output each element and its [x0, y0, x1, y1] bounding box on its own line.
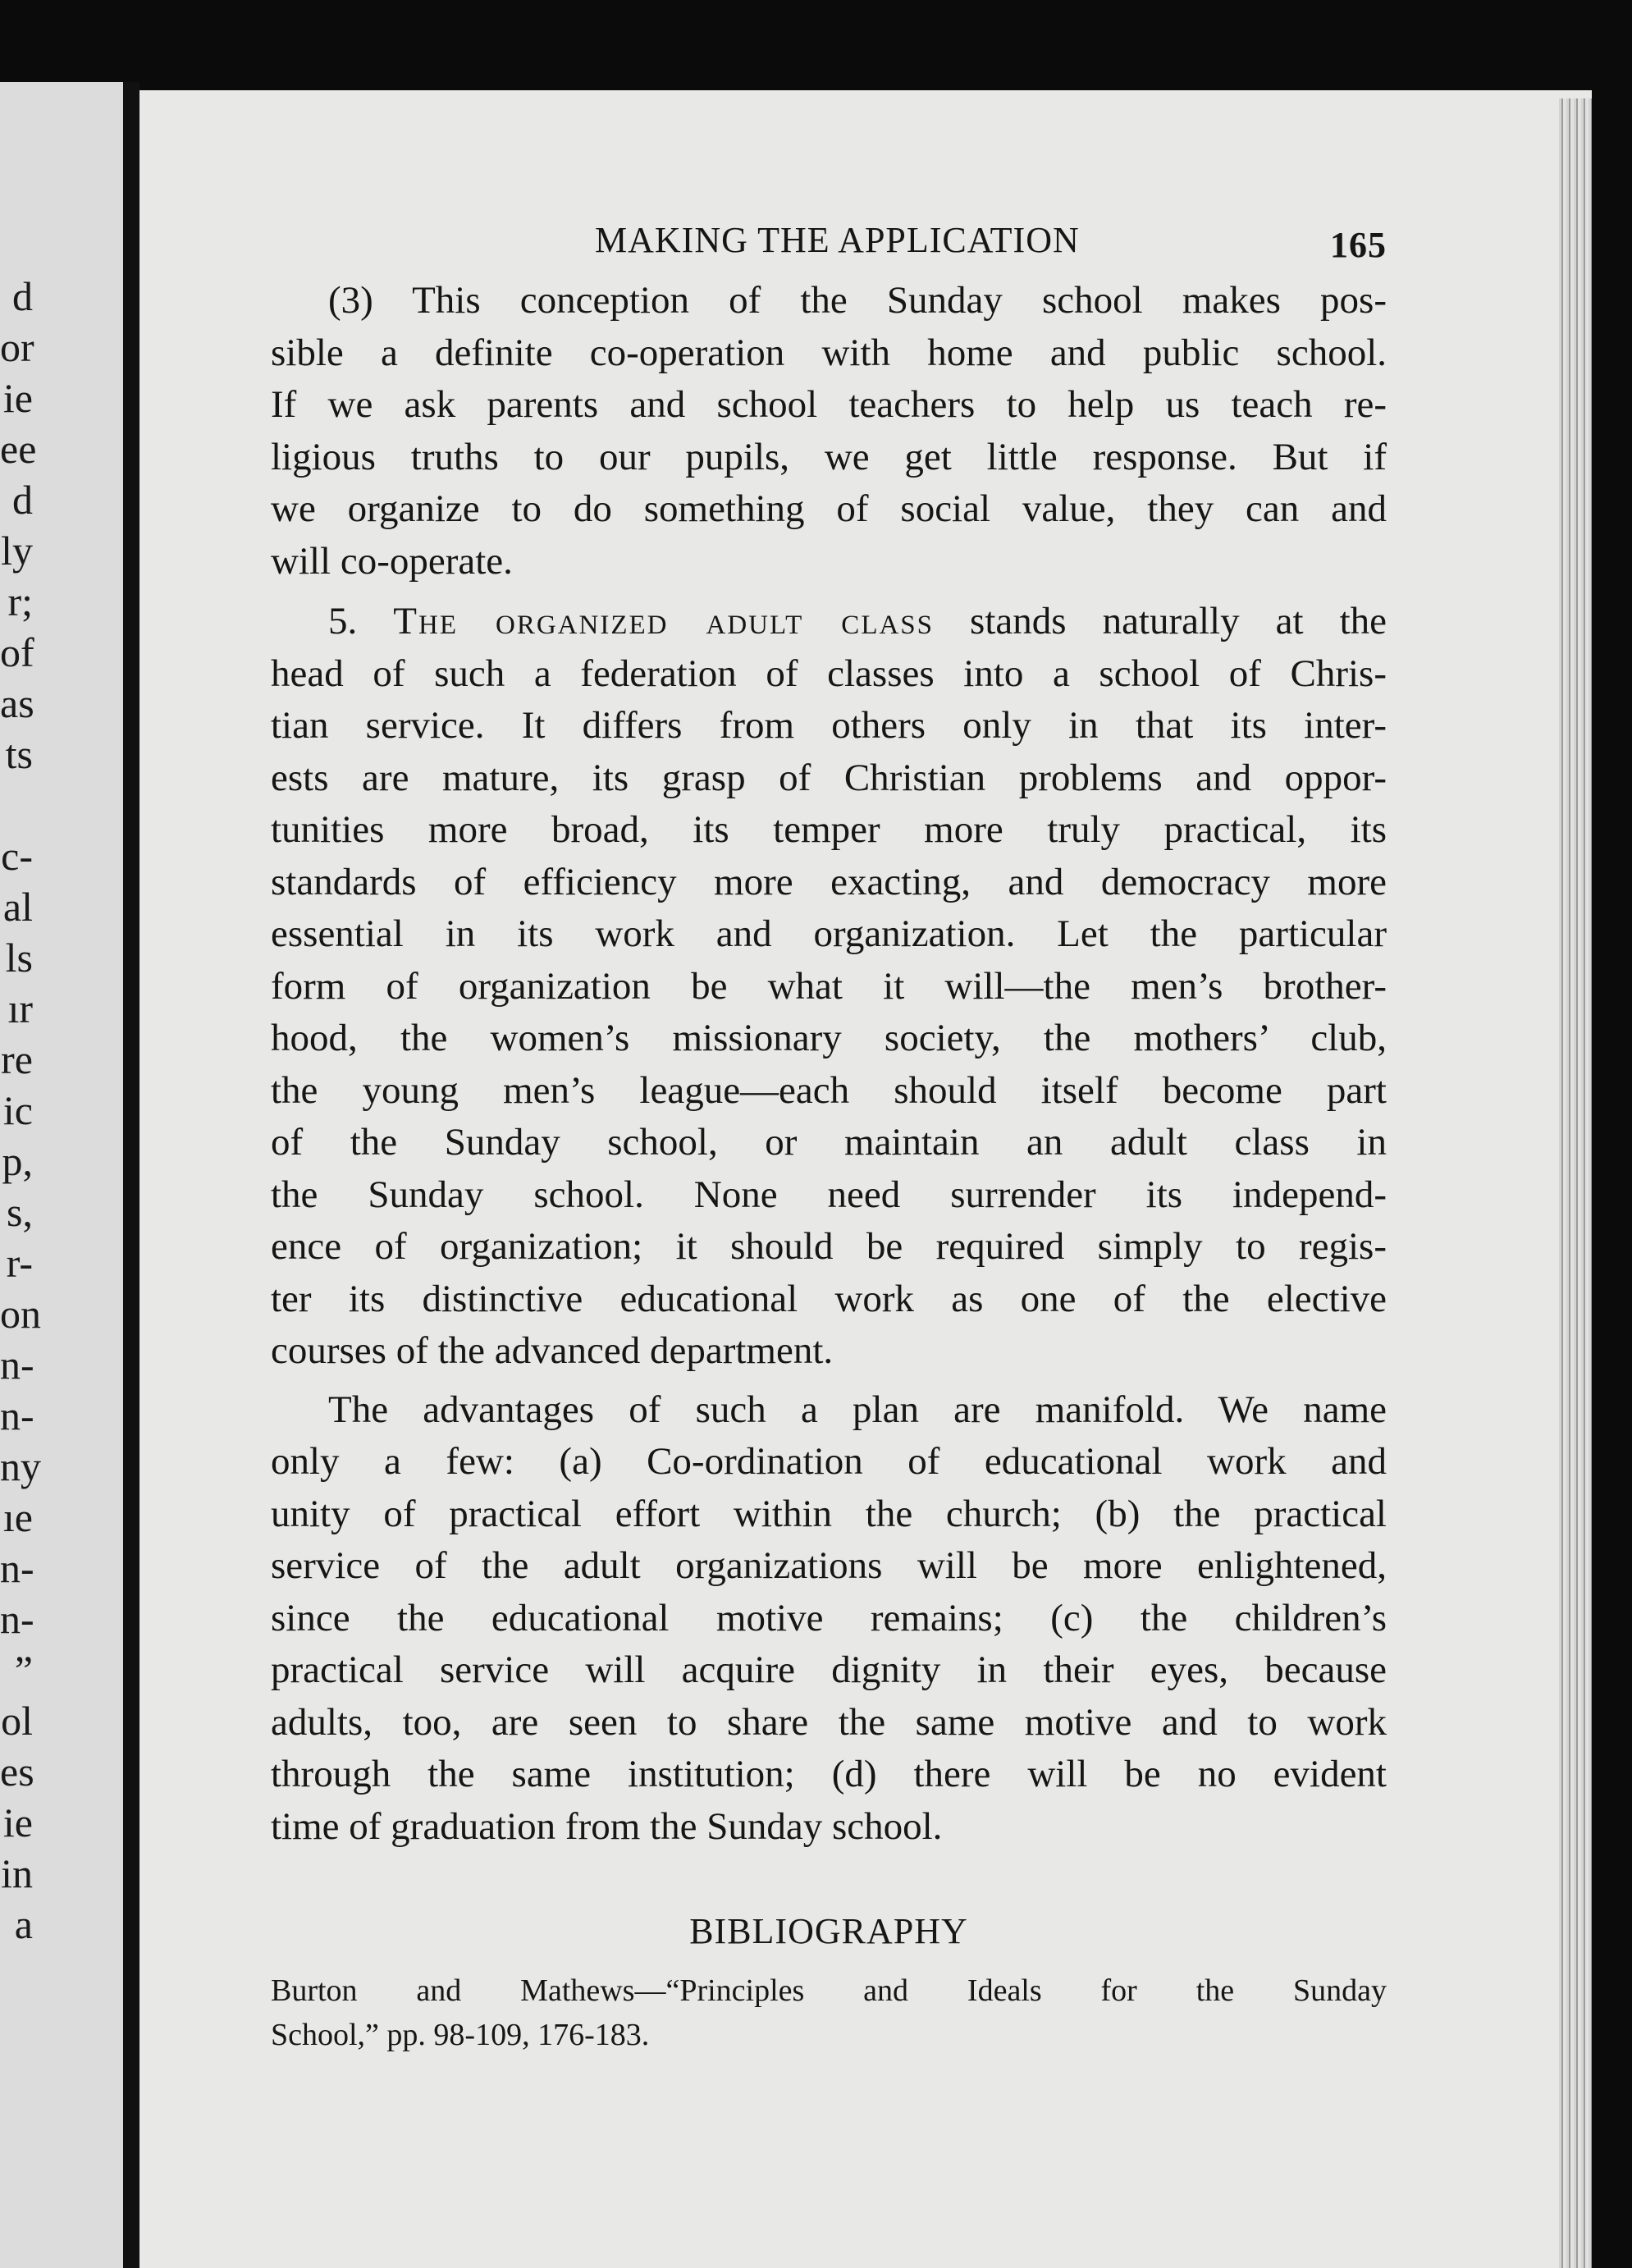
adjacent-page-fragment: ts [5, 731, 33, 777]
paragraph-line: hood, the women’s missionary society, the mothers’ club, [271, 1017, 1387, 1059]
section-number: 5. [328, 600, 358, 642]
paragraph-body [271, 648, 1387, 1378]
paragraph-line: sible a definite co-operation with home and public school. [271, 331, 1387, 374]
adjacent-page-text-fragments [0, 271, 41, 1950]
adjacent-page-fragment: in [1, 1850, 33, 1896]
paragraph-line: ter its distinctive educational work as one of the elective [271, 1277, 1387, 1320]
adjacent-page-fragment: a [14, 1901, 33, 1947]
page-stack-edge [1559, 98, 1592, 2268]
adjacent-page-fragment: re [1, 1036, 33, 1082]
adjacent-page-fragment: ” [14, 1647, 33, 1693]
paragraph-5-organized-adult-class [271, 596, 1387, 1378]
paragraph-line: standards of efficiency more exacting, and democracy more [271, 860, 1387, 903]
adjacent-page-fragment: c- [1, 833, 33, 879]
paragraph-line: the young men’s league—each should itself become part [271, 1068, 1387, 1112]
paragraph-line: ligious truths to our pupils, we get little response. But if [271, 435, 1387, 478]
paragraph-line: since the educational motive remains; (c) the children’s [271, 1596, 1387, 1639]
adjacent-page-fragment: ıe [2, 1494, 33, 1540]
paragraph-line: will co-operate. [271, 539, 513, 583]
adjacent-page-fragment: r- [6, 1240, 33, 1286]
section-lead-rest: stands naturally at the [970, 600, 1387, 642]
paragraph-line: essential in its work and organization. Let the particular [271, 912, 1387, 955]
adjacent-page-fragment: ic [2, 1087, 33, 1133]
section-lead-smallcaps: The organized adult class [393, 600, 935, 642]
paragraph-line: of the Sunday school, or maintain an adult class in [271, 1121, 1387, 1164]
bibliography-line: School,” pp. 98-109, 176-183. [271, 2018, 650, 2052]
adjacent-page-edge [0, 82, 123, 2268]
paragraph-line: tunities more broad, its temper more truly practical, its [271, 808, 1387, 851]
adjacent-page-fragment: n- [0, 1545, 34, 1591]
book-gutter [123, 82, 139, 2268]
paragraph-advantages [271, 1384, 1387, 1854]
paragraph-line: courses of the advanced department. [271, 1329, 834, 1372]
paragraph-line: ests are mature, its grasp of Christian problems and oppor- [271, 756, 1387, 799]
paragraph-line: service of the adult organizations will be more enlightened, [271, 1544, 1387, 1587]
adjacent-page-fragment: or [0, 324, 34, 370]
adjacent-page-fragment: ie [2, 375, 33, 421]
page-content [271, 209, 1387, 2057]
adjacent-page-fragment: of [0, 629, 34, 675]
paragraph-line: (3) This conception of the Sunday school makes pos- [328, 279, 1387, 322]
adjacent-page-fragment: p, [2, 1138, 33, 1184]
adjacent-page-fragment: ls [5, 935, 33, 981]
adjacent-page-fragment: n- [0, 1392, 34, 1438]
paragraph-line: only a few: (a) Co-ordination of educational work and [271, 1440, 1387, 1483]
paragraph-line: head of such a federation of classes into a school of Chris- [271, 652, 1387, 695]
adjacent-page-fragment: ol [1, 1698, 33, 1744]
adjacent-page-fragment: ie [2, 1799, 33, 1845]
adjacent-page-fragment: d [12, 477, 33, 523]
adjacent-page-fragment: al [2, 884, 33, 930]
paragraph-3-cooperation [271, 275, 1387, 588]
paragraph-line: adults, too, are seen to share the same motive and to work [271, 1700, 1387, 1744]
paragraph-line: tian service. It differs from others only in that its inter- [271, 704, 1387, 747]
paragraph-line: form of organization be what it will—the men’s brother- [271, 964, 1387, 1008]
adjacent-page-fragment: n- [0, 1596, 34, 1642]
paragraph-line: If we ask parents and school teachers to help us teach re- [271, 383, 1387, 426]
bibliography-line: Burton and Mathews—“Principles and Ideals for the Sunday [271, 1973, 1387, 2008]
paragraph-line [271, 596, 1387, 648]
paragraph-line: practical service will acquire dignity in their eyes, because [271, 1648, 1387, 1691]
paragraph-line: unity of practical effort within the church; (b) the practical [271, 1492, 1387, 1535]
paragraph-line: The advantages of such a plan are manifold. We name [328, 1388, 1387, 1431]
paragraph-line: time of graduation from the Sunday school. [271, 1804, 943, 1848]
adjacent-page-fragment: d [12, 273, 33, 319]
running-head [271, 209, 1387, 275]
page-number: 165 [1330, 225, 1387, 265]
adjacent-page-fragment: n- [0, 1342, 34, 1388]
adjacent-page-fragment: ny [0, 1443, 41, 1489]
adjacent-page-fragment: ee [0, 426, 37, 472]
paragraph-line: through the same institution; (d) there will be no evident [271, 1753, 1387, 1795]
adjacent-page-fragment: r; [7, 578, 33, 624]
running-head-title: MAKING THE APPLICATION [595, 220, 1080, 260]
adjacent-page-fragment [0, 780, 33, 830]
adjacent-page-fragment: s, [7, 1189, 33, 1235]
adjacent-page-fragment: on [0, 1291, 41, 1337]
paragraph-line: we organize to do something of social value, they can and [271, 487, 1387, 530]
paragraph-line: the Sunday school. None need surrender its independ- [271, 1173, 1387, 1216]
adjacent-page-fragment: es [0, 1749, 34, 1795]
adjacent-page-fragment: ır [7, 985, 33, 1031]
bibliography-entry [271, 1968, 1387, 2057]
paragraph-line: ence of organization; it should be required simply to regis- [271, 1225, 1387, 1268]
bibliography-heading: BIBLIOGRAPHY [689, 1911, 968, 1951]
adjacent-page-fragment: as [0, 680, 34, 726]
adjacent-page-fragment: ly [1, 528, 33, 574]
